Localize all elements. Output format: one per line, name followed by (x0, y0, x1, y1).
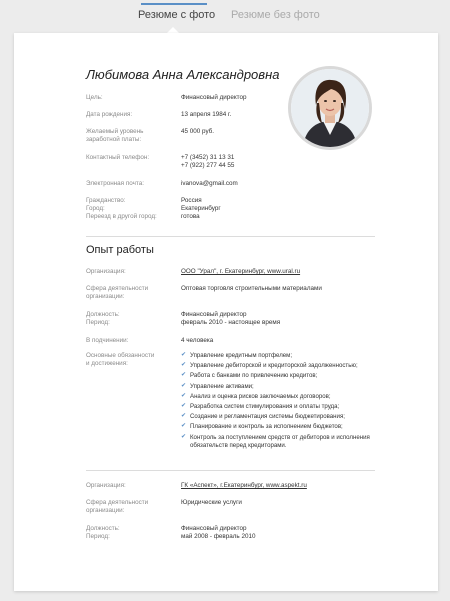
job1-sphere-value: Оптовая торговля строительными материалами (181, 285, 322, 292)
job2-sphere-label-line1: Сфера деятельности (86, 499, 149, 506)
goal-label: Цель: (86, 94, 103, 101)
tab-without-photo[interactable]: Резюме без фото (231, 9, 320, 21)
job1-sphere-label-line1: Сфера деятельности (86, 285, 149, 292)
relocation-label: Переезд в другой город: (86, 213, 157, 220)
duty-item (181, 413, 376, 421)
job1-position-label: Должность: (86, 311, 120, 318)
job2-org-label: Организация: (86, 482, 126, 489)
phone-value-1: +7 (3452) 31 13 31 (181, 154, 235, 161)
check-icon: ✔ (181, 403, 187, 410)
birth-value: 13 апреля 1984 г. (181, 111, 232, 118)
duty-text: Управление дебиторской и кредиторской задолженностью; (190, 362, 358, 370)
duty-item (181, 423, 376, 431)
job1-org-label: Организация: (86, 268, 126, 275)
city-label: Город: (86, 205, 105, 212)
resume-tabs (0, 0, 450, 30)
job1-subordinates-label: В подчинении: (86, 337, 129, 344)
job2-period-label: Период: (86, 533, 110, 540)
job1-org-link[interactable]: ООО "Урал", г. Екатеринбург, www.ural.ru (181, 268, 301, 275)
check-icon: ✔ (181, 392, 187, 399)
job1-subordinates-value: 4 человека (181, 337, 214, 344)
job2-position-value: Финансовый директор (181, 525, 247, 532)
job1-period-label: Период: (86, 319, 110, 326)
duty-item (181, 434, 376, 450)
duty-text: Управление кредитным портфелем; (190, 352, 293, 359)
job1-duties-label-line1: Основные обязанности (86, 352, 155, 359)
duty-text: Контроль за поступлением средств от дебиторов и исполнения обязательств перед кредиторами. (190, 433, 370, 449)
check-icon: ✔ (181, 362, 187, 369)
section-divider (86, 236, 375, 237)
duty-item (181, 372, 376, 380)
check-icon: ✔ (181, 413, 187, 420)
job2-sphere-label-line2: организации: (86, 507, 125, 514)
job1-period-value: февраль 2010 - настоящее время (181, 319, 281, 326)
duty-item (181, 362, 376, 370)
birth-label: Дата рождения: (86, 111, 133, 118)
phone-value-2: +7 (922) 277 44 55 (181, 162, 235, 169)
job2-sphere-value: Юридические услуги (181, 499, 242, 506)
job1-duties-label-line2: и достижения: (86, 360, 128, 367)
check-icon: ✔ (181, 433, 187, 440)
email-value[interactable]: ivanova@gmail.com (181, 180, 238, 187)
citizenship-label: Гражданство: (86, 197, 126, 204)
citizenship-value: Россия (181, 197, 202, 204)
duty-text: Разработка систем стимулирования и оплаты труда; (190, 403, 340, 411)
job2-period-value: май 2008 - февраль 2010 (181, 533, 256, 540)
candidate-name: Любимова Анна Александровна (86, 67, 280, 82)
duty-text: Управление активами; (190, 382, 254, 390)
duty-text: Создание и регламентация системы бюджетирования; (190, 413, 345, 421)
job1-position-value: Финансовый директор (181, 311, 247, 318)
city-value: Екатеринбург (181, 205, 221, 212)
portrait-image (291, 69, 369, 147)
duty-item (181, 393, 376, 401)
check-icon: ✔ (181, 352, 187, 358)
salary-value: 45 000 руб. (181, 128, 215, 135)
job1-duties-list (181, 352, 376, 452)
job1-sphere-label-line2: организации: (86, 293, 125, 300)
check-icon: ✔ (181, 372, 187, 379)
duty-item (181, 383, 376, 391)
job2-org-link[interactable]: ГК «Аспект», г.Екатеринбург, www.aspekt.ru (181, 482, 307, 489)
active-tab-indicator (141, 3, 207, 5)
email-label: Электронная почта: (86, 180, 144, 187)
duty-item (181, 403, 376, 411)
salary-label-line1: Желаемый уровень (86, 128, 144, 135)
goal-value: Финансовый директор (181, 94, 247, 101)
duty-text: Планирование и контроль за исполнением бюджетов; (190, 423, 343, 431)
check-icon: ✔ (181, 382, 187, 389)
check-icon: ✔ (181, 423, 187, 430)
duty-item (181, 352, 376, 360)
duty-text: Работа с банками по привлечению кредитов; (190, 372, 318, 380)
duty-text: Анализ и оценка рисков заключаемых договоров; (190, 392, 331, 400)
phone-label: Контактный телефон: (86, 154, 150, 161)
experience-title: Опыт работы (86, 244, 154, 256)
salary-label-line2: заработной платы: (86, 136, 142, 143)
tab-with-photo[interactable]: Резюме с фото (138, 9, 216, 21)
candidate-photo (288, 66, 372, 150)
relocation-value: готова (181, 213, 200, 220)
job-divider (86, 470, 375, 471)
job2-position-label: Должность: (86, 525, 120, 532)
